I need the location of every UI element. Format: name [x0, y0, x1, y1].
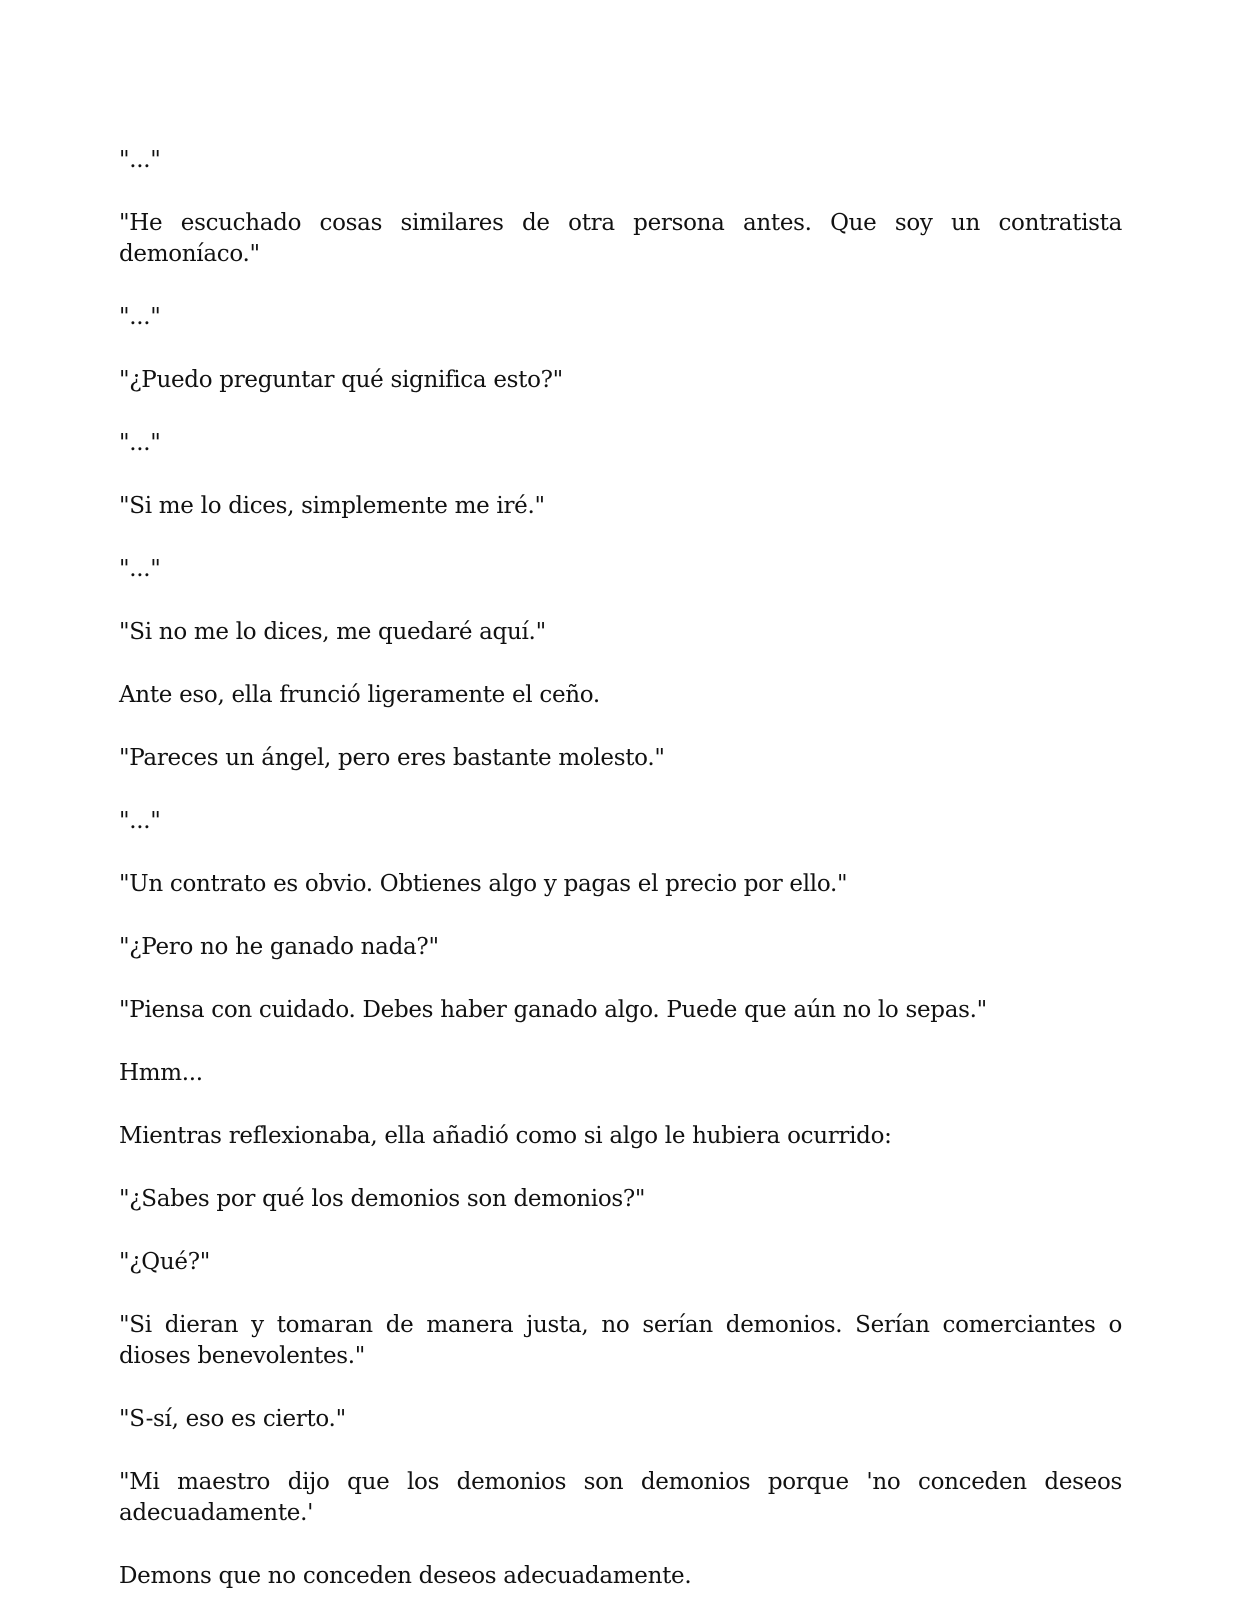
paragraph: "Si dieran y tomaran de manera justa, no serían demonios. Serían comerciantes o dioses benevolentes." — [119, 1312, 1122, 1369]
paragraph: "¿Pero no he ganado nada?" — [119, 934, 439, 960]
paragraph: "..." — [119, 556, 161, 582]
paragraph: Mientras reflexionaba, ella añadió como si algo le hubiera ocurrido: — [119, 1123, 892, 1149]
paragraph: "Piensa con cuidado. Debes haber ganado algo. Puede que aún no lo sepas." — [119, 997, 987, 1023]
paragraph: "..." — [119, 430, 161, 456]
paragraph: "¿Sabes por qué los demonios son demonios?" — [119, 1186, 646, 1212]
paragraph: "..." — [119, 808, 161, 834]
paragraph: "S-sí, eso es cierto." — [119, 1406, 346, 1432]
paragraph: "Mi maestro dijo que los demonios son demonios porque 'no conceden deseos adecuadamente.' — [119, 1469, 1122, 1526]
document-body — [119, 145, 1122, 1624]
paragraph: "¿Puedo preguntar qué significa esto?" — [119, 367, 563, 393]
paragraph: "Si me lo dices, simplemente me iré." — [119, 493, 545, 519]
paragraph: "Pareces un ángel, pero eres bastante molesto." — [119, 745, 665, 771]
paragraph: "Un contrato es obvio. Obtienes algo y pagas el precio por ello." — [119, 871, 848, 897]
paragraph: "¿Qué?" — [119, 1249, 211, 1275]
paragraph: "Si no me lo dices, me quedaré aquí." — [119, 619, 546, 645]
paragraph: "He escuchado cosas similares de otra persona antes. Que soy un contratista demoníaco." — [119, 210, 1122, 267]
paragraph: Demons que no conceden deseos adecuadamente. — [119, 1563, 692, 1589]
paragraph: Ante eso, ella frunció ligeramente el ceño. — [119, 682, 600, 708]
paragraph: "..." — [119, 147, 161, 173]
paragraph: Hmm... — [119, 1060, 203, 1086]
paragraph: "..." — [119, 304, 161, 330]
